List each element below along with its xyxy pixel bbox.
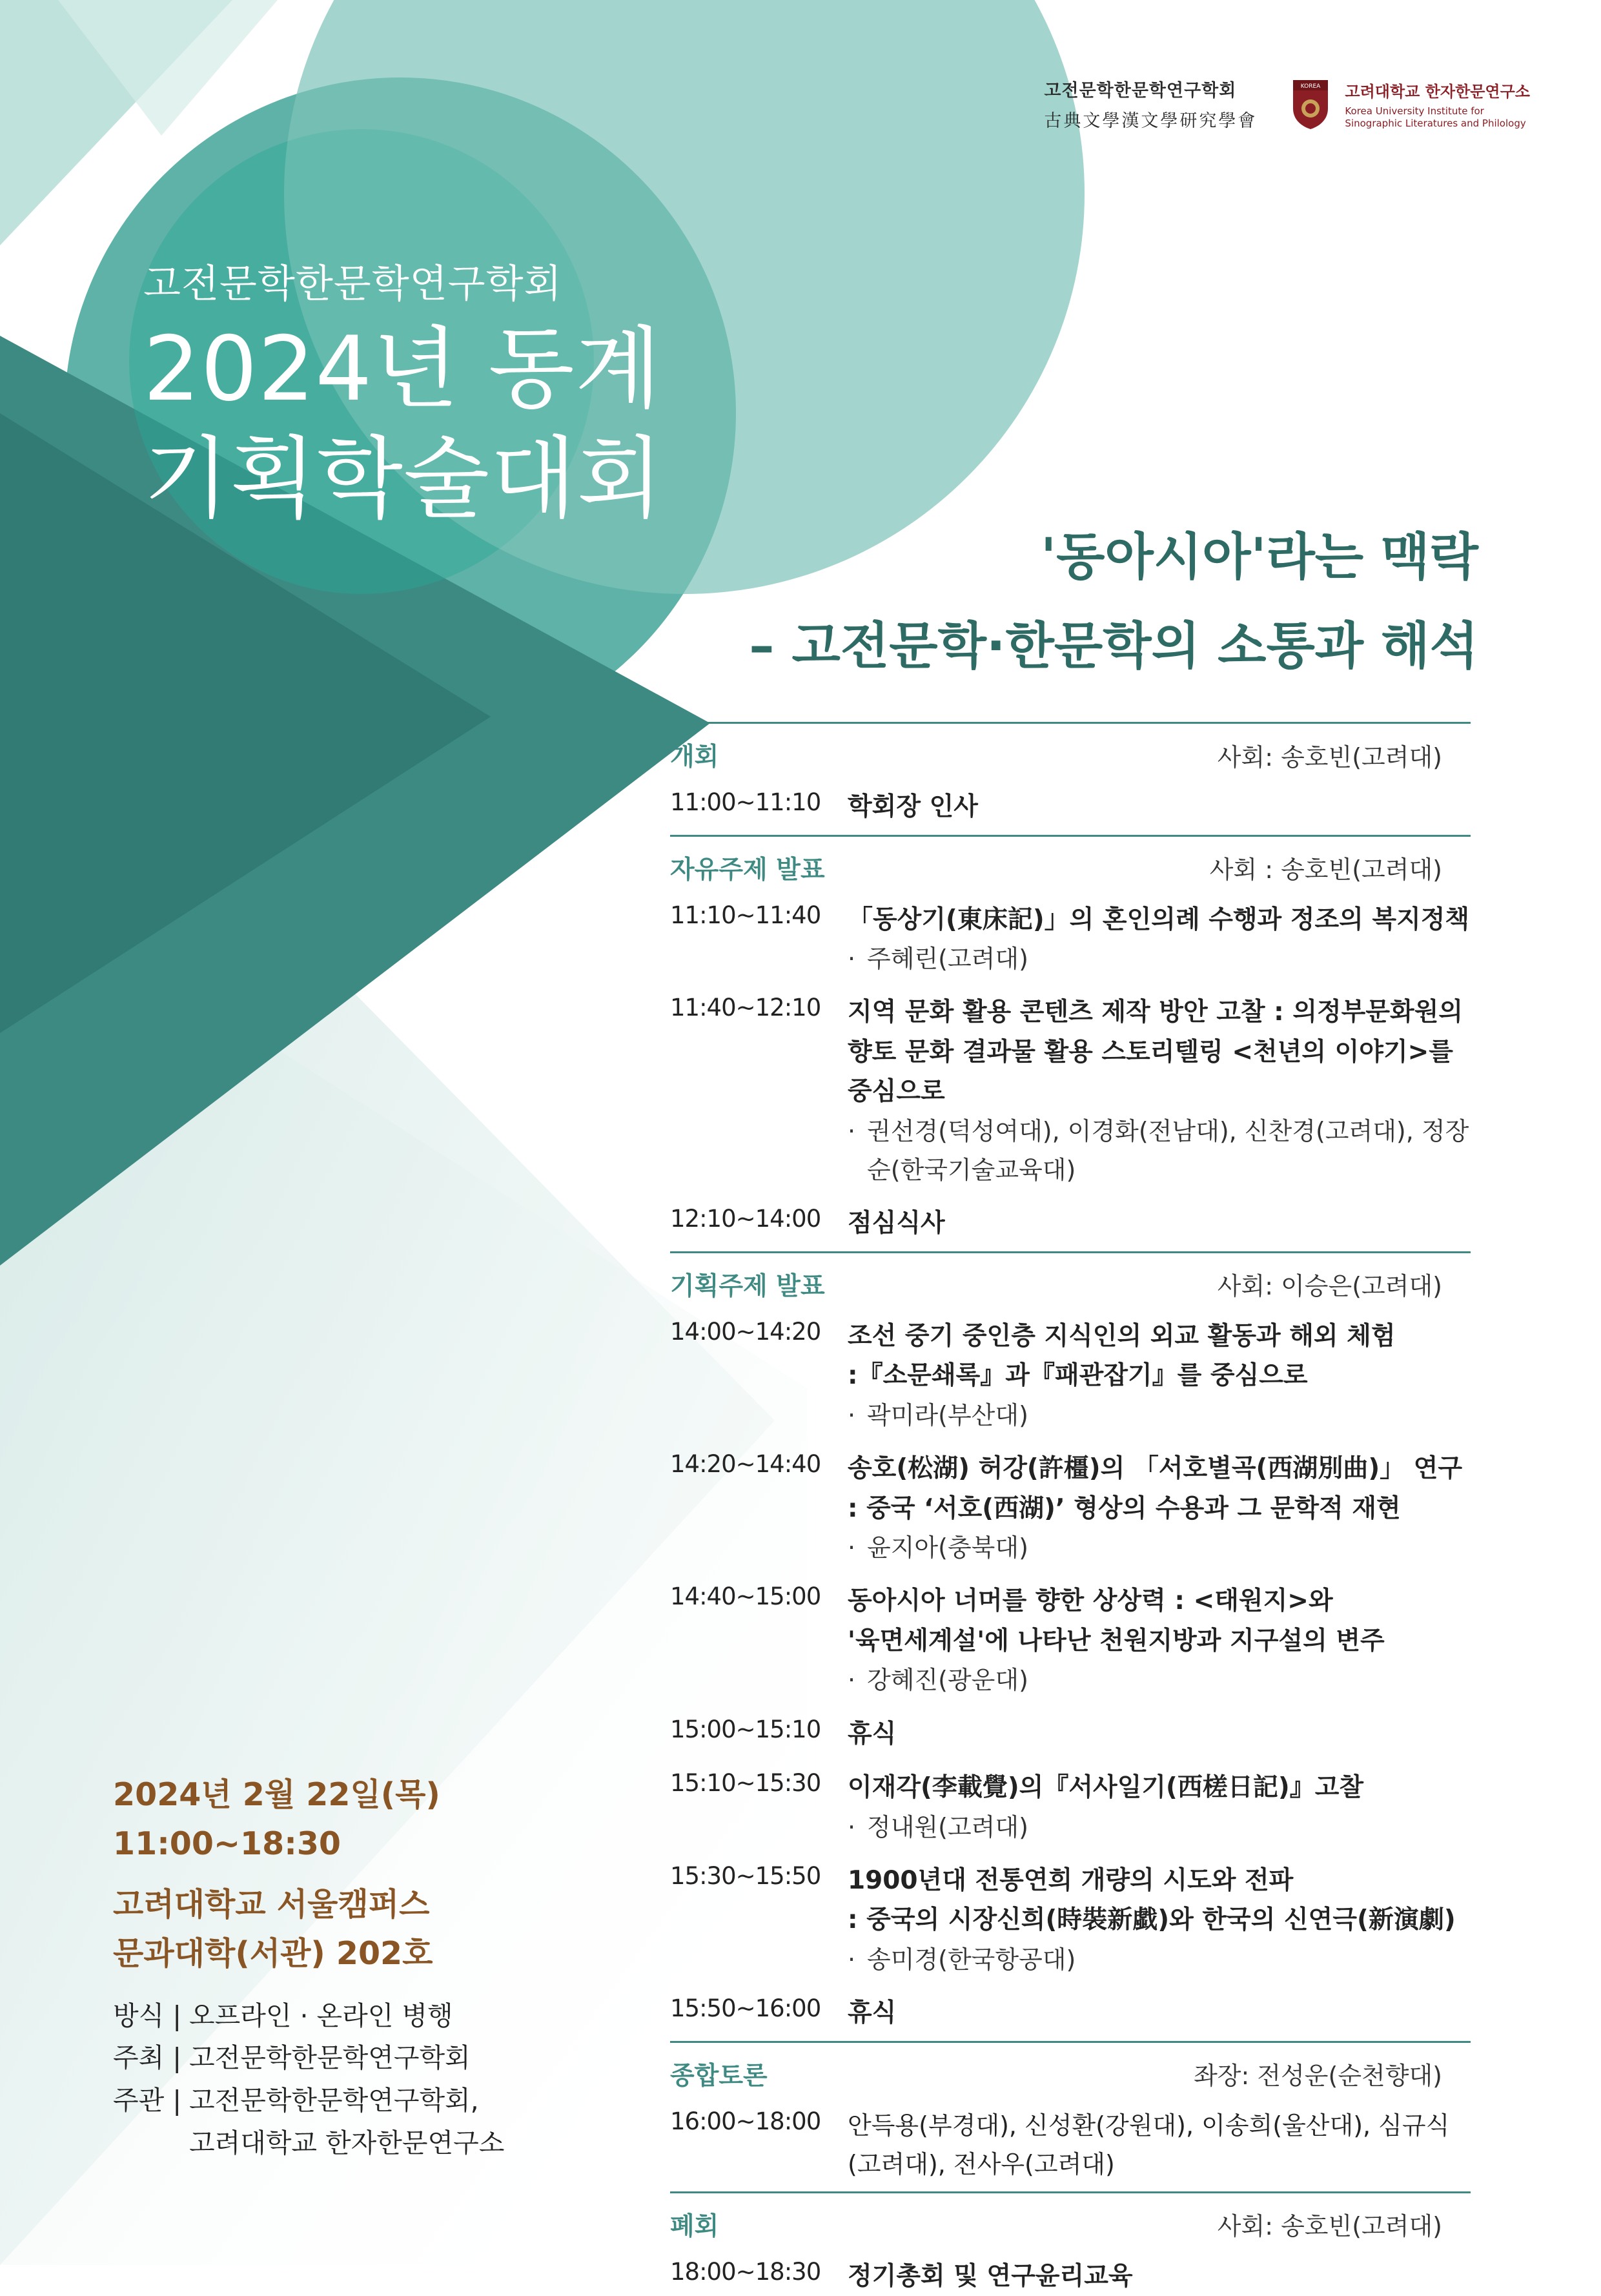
schedule-time: 15:00~15:10: [670, 1715, 821, 1743]
schedule-title: 휴식: [848, 1998, 897, 2027]
schedule-title: 학회장 인사: [848, 792, 978, 821]
hero-organization: 고전문학한문학연구학회: [143, 261, 562, 307]
schedule-title: 송호(松湖) 허강(許橿)의 「서호별곡(西湖別曲)」 연구: [848, 1454, 1463, 1483]
section-chair: 좌장: 전성운(순천향대): [1194, 2062, 1442, 2091]
schedule-presenters: · 윤지아(충북대): [848, 1533, 1028, 1563]
schedule-row: [670, 1714, 1471, 1754]
schedule-time: 16:00~18:00: [670, 2107, 821, 2135]
schedule-subtitle: : 중국 ‘서호(西湖)’ 형상의 수용과 그 문학적 재현: [848, 1493, 1401, 1523]
society-logo: [1044, 76, 1257, 132]
meta-row: [113, 2122, 504, 2165]
discussion-panelists: 안득용(부경대), 신성환(강원대), 이송희(울산대), 심규식(고려대), 전사우(고려대): [848, 2111, 1450, 2178]
schedule-presenters: · 강혜진(광운대): [848, 1666, 1028, 1695]
schedule-time: 14:40~15:00: [670, 1583, 821, 1611]
event-info: [113, 1770, 504, 2164]
schedule-time: 12:10~14:00: [670, 1205, 821, 1233]
schedule-row: [670, 1768, 1471, 1847]
event-place-1: 고려대학교 서울캠퍼스: [113, 1885, 430, 1923]
schedule-title: 지역 문화 활용 콘텐츠 제작 방안 고찰 : 의정부문화원의 향토 문화 결과물 활용 스토리텔링 <천년의 이야기>를 중심으로: [848, 998, 1463, 1107]
schedule-row: [670, 1204, 1471, 1244]
meta-value: 고전문학한문학연구학회,: [189, 2084, 479, 2116]
ku-institute-name: 고려대학교 한자한문연구소: [1345, 82, 1530, 101]
schedule-title: 1900년대 전통연희 개량의 시도와 전파: [848, 1865, 1294, 1895]
conference-theme: [749, 517, 1478, 678]
theme-line1: '동아시아'라는 맥락: [1041, 528, 1478, 586]
section-moderator: 사회: 이승은(고려대): [1217, 1272, 1442, 1301]
meta-label: 주관 |: [113, 2084, 182, 2116]
section-header-free-topic: [670, 835, 1471, 886]
section-name: 폐회: [670, 2211, 719, 2241]
event-time: 11:00~18:30: [113, 1825, 342, 1862]
schedule-subtitle: '육면세계설'에 나타난 천원지방과 지구설의 변주: [848, 1626, 1385, 1655]
schedule-title: 「동상기(東床記)」의 혼인의례 수행과 정조의 복지정책: [848, 905, 1470, 934]
section-moderator: 사회: 송호빈(고려대): [1217, 743, 1442, 772]
schedule-time: 14:20~14:40: [670, 1450, 821, 1478]
theme-line2: – 고전문학·한문학의 소통과 해석: [749, 617, 1478, 675]
meta-value: 고전문학한문학연구학회: [189, 2042, 471, 2074]
schedule-title: 조선 중기 중인층 지식인의 외교 활동과 해외 체험: [848, 1321, 1396, 1351]
schedule-time: 15:30~15:50: [670, 1861, 821, 1890]
schedule-title: 이재각(李載覺)의『서사일기(西槎日記)』고찰: [848, 1773, 1364, 1803]
hero-title-line2: 기획학술대회: [143, 426, 664, 531]
ku-institute-english-1: Korea University Institute for: [1345, 105, 1484, 117]
schedule-row: [670, 992, 1471, 1189]
schedule-presenters: · 곽미라(부산대): [848, 1400, 1028, 1430]
event-date: 2024년 2월 22일(목): [113, 1776, 440, 1813]
hero-title-block: [143, 253, 664, 531]
schedule-row: [670, 2257, 1471, 2296]
schedule-time: 18:00~18:30: [670, 2257, 821, 2286]
section-header-closing: [670, 2191, 1471, 2242]
schedule: [670, 722, 1471, 2296]
meta-row: [113, 2080, 504, 2122]
section-moderator: 사회 : 송호빈(고려대): [1209, 856, 1442, 885]
society-logo-name: 고전문학한문학연구학회: [1044, 81, 1237, 101]
korea-university-crest-icon: [1290, 77, 1331, 130]
section-header-discussion: [670, 2041, 1471, 2092]
section-header-opening: [670, 722, 1471, 773]
hero-title-line1: 2024년 동계: [143, 317, 662, 421]
section-name: 개회: [670, 743, 719, 772]
korea-university-logo: [1290, 77, 1530, 130]
schedule-title: 휴식: [848, 1719, 897, 1748]
schedule-row: [670, 1581, 1471, 1699]
schedule-row: [670, 900, 1471, 979]
event-place-2: 문과대학(서관) 202호: [113, 1934, 433, 1972]
schedule-title: 동아시아 너머를 향한 상상력 : <태원지>와: [848, 1586, 1333, 1616]
schedule-time: 14:00~14:20: [670, 1317, 821, 1346]
meta-label: 방식 |: [113, 2000, 182, 2031]
meta-value: 고려대학교 한자한문연구소: [189, 2127, 505, 2158]
meta-row: [113, 1995, 504, 2038]
schedule-presenters: · 주혜린(고려대): [848, 945, 1028, 974]
schedule-time: 11:40~12:10: [670, 994, 821, 1022]
schedule-time: 15:50~16:00: [670, 1994, 821, 2022]
event-meta: [113, 1995, 504, 2164]
schedule-presenters: · 권선경(덕성여대), 이경화(전남대), 신찬경(고려대), 정장순(한국기술교육대): [848, 1117, 1469, 1185]
section-moderator: 사회: 송호빈(고려대): [1217, 2212, 1442, 2241]
schedule-subtitle: :『소문쇄록』과『패관잡기』를 중심으로: [848, 1361, 1308, 1391]
schedule-row: [670, 1993, 1471, 2033]
schedule-time: 11:00~11:10: [670, 788, 821, 816]
meta-row: [113, 2037, 504, 2080]
schedule-subtitle: : 중국의 시장신희(時裝新戱)와 한국의 신연극(新演劇): [848, 1905, 1456, 1935]
ku-institute-english-2: Sinographic Literatures and Philology: [1345, 117, 1526, 129]
schedule-presenters: · 정내원(고려대): [848, 1812, 1028, 1841]
section-name: 종합토론: [670, 2061, 768, 2091]
section-header-planned-topic: [670, 1251, 1471, 1302]
schedule-row: [670, 2106, 1471, 2184]
society-logo-hanja: 古典文學漢文學研究學會: [1044, 111, 1258, 131]
schedule-presenters: · 송미경(한국항공대): [848, 1945, 1076, 1974]
schedule-time: 11:10~11:40: [670, 901, 821, 929]
schedule-row: [670, 1449, 1471, 1567]
schedule-title: 점심식사: [848, 1209, 945, 1238]
header-logos: [1044, 76, 1530, 132]
schedule-row: [670, 1317, 1471, 1435]
meta-label: 주최 |: [113, 2042, 182, 2074]
schedule-title: 정기총회 및 연구윤리교육: [848, 2261, 1133, 2291]
section-name: 자유주제 발표: [670, 855, 825, 885]
meta-value: 오프라인 · 온라인 병행: [189, 2000, 453, 2031]
section-name: 기획주제 발표: [670, 1271, 825, 1301]
crest-text: KOREA: [1301, 83, 1321, 90]
schedule-row: [670, 787, 1471, 827]
schedule-time: 15:10~15:30: [670, 1769, 821, 1798]
meta-label: [113, 2122, 189, 2165]
schedule-row: [670, 1861, 1471, 1979]
